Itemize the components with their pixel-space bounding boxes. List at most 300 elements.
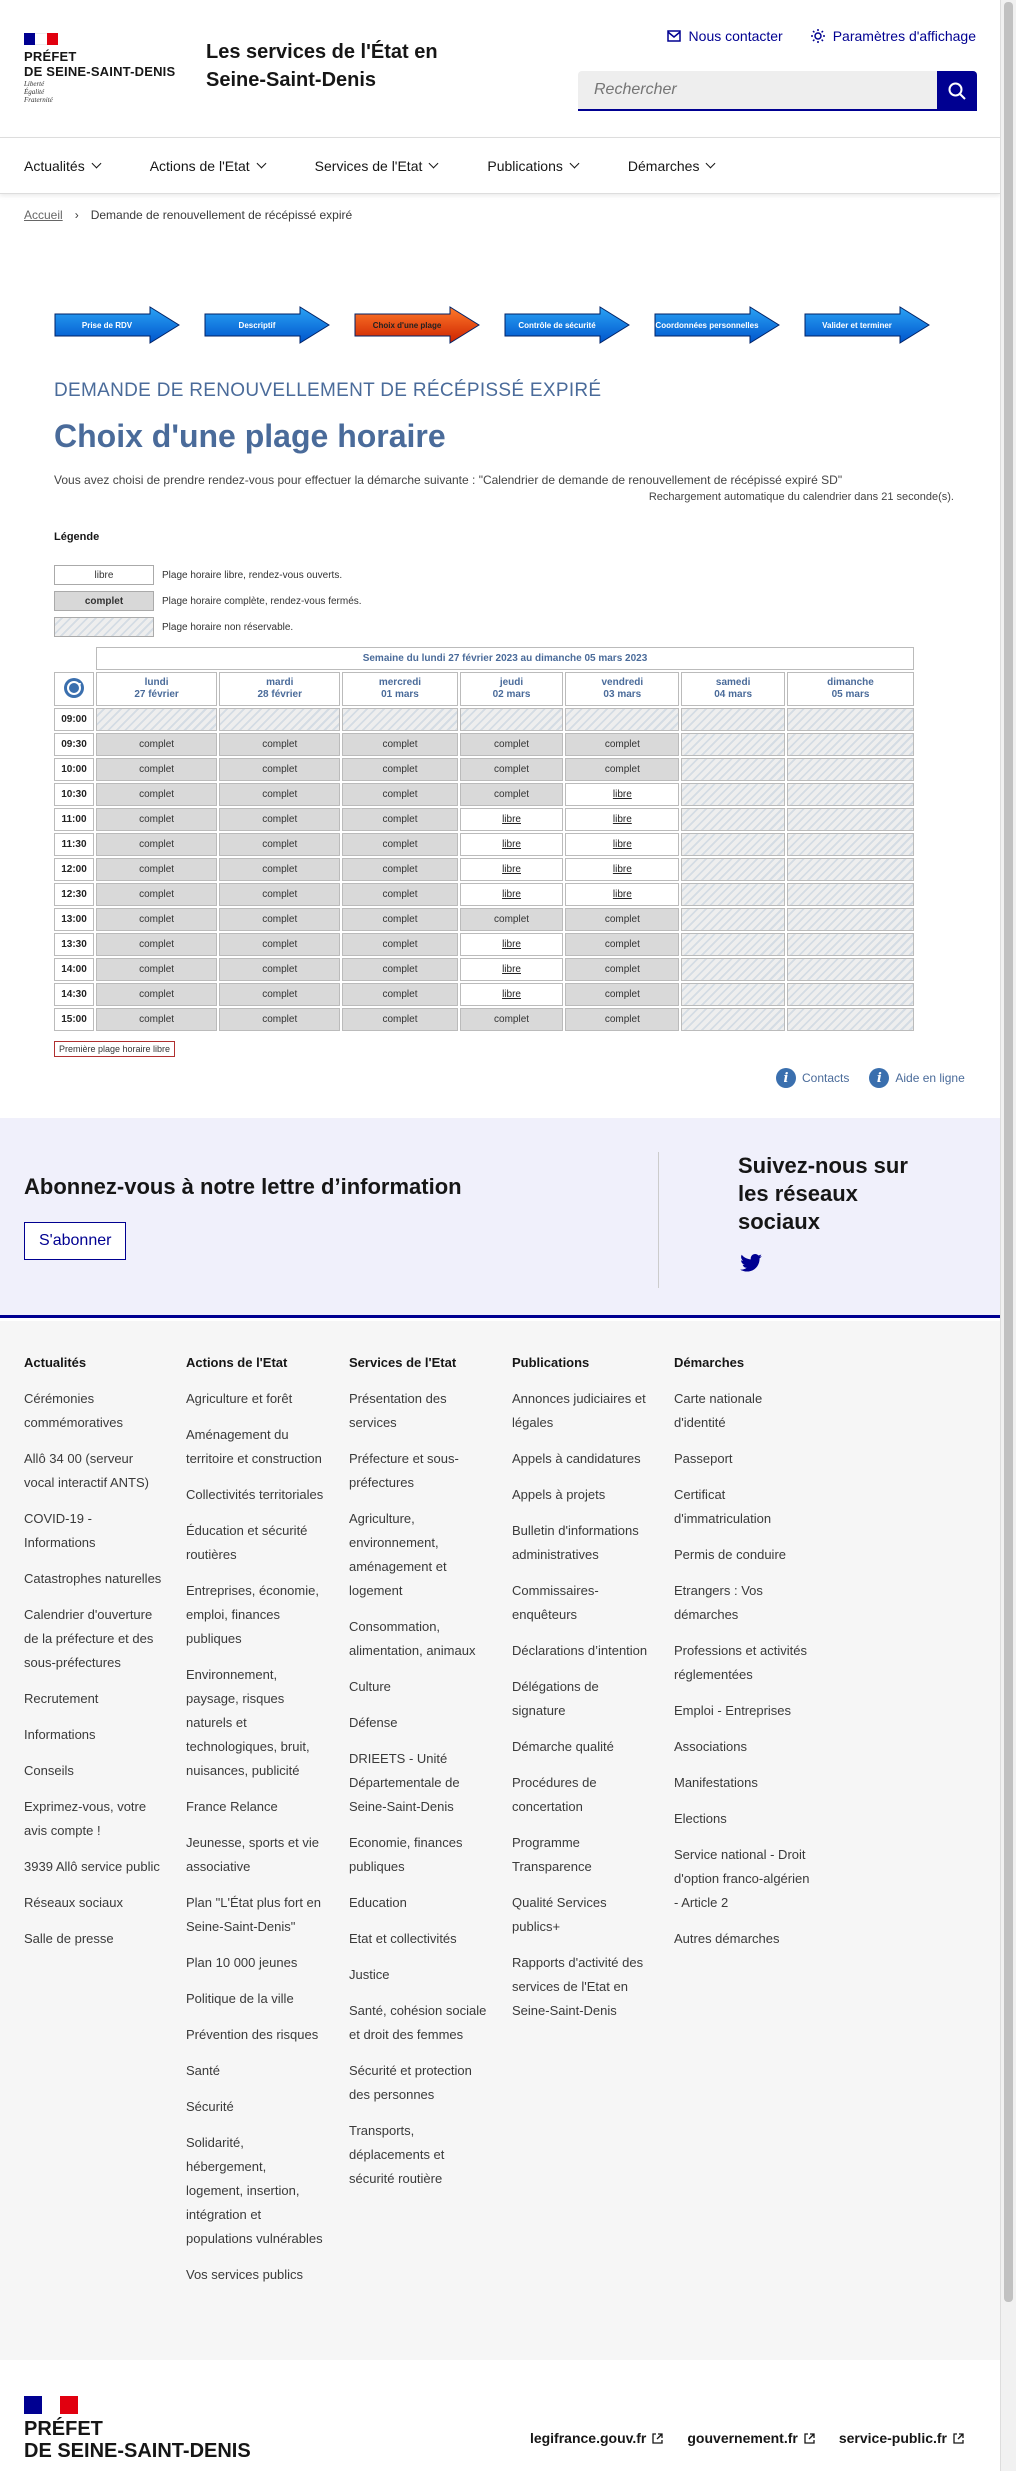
footer-link[interactable]: Passeport bbox=[674, 1451, 733, 1466]
legend-free bbox=[54, 565, 954, 585]
slot-free[interactable]: libre bbox=[460, 933, 564, 956]
footer-link[interactable]: Catastrophes naturelles bbox=[24, 1571, 162, 1586]
slot-unavailable bbox=[787, 808, 914, 831]
slot-unavailable bbox=[787, 1008, 914, 1031]
nav-actions-etat[interactable] bbox=[150, 138, 265, 193]
slot-full: complet bbox=[342, 808, 457, 831]
search-input[interactable] bbox=[578, 71, 937, 111]
footer-link[interactable]: Permis de conduire bbox=[674, 1547, 786, 1562]
footer-column-title: Démarches bbox=[674, 1355, 745, 1370]
nav-label: Démarches bbox=[627, 157, 700, 174]
chevron-down-icon bbox=[569, 159, 579, 169]
scrollbar-thumb[interactable] bbox=[1004, 2, 1013, 2302]
nav-label: Publications bbox=[487, 157, 563, 174]
footer-link[interactable]: Salle de presse bbox=[24, 1931, 114, 1946]
footer-link[interactable]: Qualité Services publics+ bbox=[512, 1895, 607, 1934]
slot-full: complet bbox=[96, 808, 217, 831]
divider bbox=[658, 1152, 659, 1288]
slot-full: complet bbox=[342, 758, 457, 781]
slot-full: complet bbox=[219, 833, 340, 856]
time-row bbox=[54, 933, 914, 956]
legend-na bbox=[54, 617, 954, 637]
nav-label: Services de l'Etat bbox=[314, 157, 423, 174]
slot-unavailable bbox=[460, 708, 564, 731]
footer-link[interactable]: Culture bbox=[349, 1679, 391, 1694]
time-row bbox=[54, 833, 914, 856]
footer-link[interactable]: Éducation et sécurité routières bbox=[186, 1523, 308, 1562]
time-label: 12:30 bbox=[54, 883, 94, 906]
footer-link[interactable]: Service national - Droit d'option franco-algérien - Article 2 bbox=[674, 1847, 810, 1910]
day-name: dimanche bbox=[827, 677, 874, 688]
slot-unavailable bbox=[681, 908, 785, 931]
footer-link-label: gouvernement.fr bbox=[687, 2430, 798, 2446]
time-label: 09:30 bbox=[54, 733, 94, 756]
nav-demarches[interactable] bbox=[628, 138, 715, 193]
search-icon bbox=[947, 81, 967, 101]
footer-link[interactable]: Plan "L'État plus fort en Seine-Saint-Denis" bbox=[186, 1895, 322, 1934]
week-label: Semaine du lundi 27 février 2023 au dimanche 05 mars 2023 bbox=[96, 647, 914, 670]
footer-link[interactable]: Présentation des services bbox=[349, 1391, 447, 1430]
footer-link[interactable]: Economie, finances publiques bbox=[349, 1835, 463, 1874]
info-icon: i bbox=[776, 1068, 796, 1088]
slot-full: complet bbox=[96, 758, 217, 781]
footer-link[interactable]: Cérémonies commémoratives bbox=[24, 1391, 123, 1430]
calendar-table bbox=[52, 645, 916, 1033]
footer-link[interactable]: Politique de la ville bbox=[186, 1991, 294, 2006]
time-row bbox=[54, 858, 914, 881]
nav-label: Actualités bbox=[24, 157, 85, 174]
slot-full: complet bbox=[219, 733, 340, 756]
day-date: 28 février bbox=[257, 689, 302, 700]
devise-liberte: Liberté bbox=[24, 80, 45, 88]
time-label: 15:00 bbox=[54, 1008, 94, 1031]
slot-unavailable bbox=[681, 858, 785, 881]
day-header bbox=[787, 672, 914, 706]
slot-free[interactable]: libre bbox=[460, 983, 564, 1006]
slot-full: complet bbox=[460, 908, 564, 931]
breadcrumb bbox=[24, 208, 352, 222]
slot-unavailable bbox=[787, 883, 914, 906]
legend-free-text: Plage horaire libre, rendez-vous ouverts. bbox=[162, 569, 343, 581]
slot-full: complet bbox=[565, 758, 679, 781]
logo-line1: PRÉFET bbox=[24, 49, 77, 64]
footer-link[interactable]: Aménagement du territoire et construction bbox=[186, 1427, 322, 1466]
footer-link[interactable]: Plan 10 000 jeunes bbox=[186, 1955, 298, 1970]
footer-link[interactable]: Agriculture, environnement, aménagement et logement bbox=[349, 1511, 447, 1598]
day-date: 27 février bbox=[134, 689, 179, 700]
reload-notice bbox=[54, 491, 954, 503]
slot-full: complet bbox=[96, 858, 217, 881]
legend-full-box: complet bbox=[54, 591, 154, 611]
sun-icon bbox=[811, 29, 825, 43]
legend-title: Légende bbox=[54, 531, 100, 543]
marianne-flag-icon bbox=[24, 33, 58, 45]
step-label: Descriptif bbox=[238, 320, 276, 330]
search-button[interactable] bbox=[937, 71, 977, 111]
social-title: Suivez-nous sur les réseaux sociaux bbox=[738, 1153, 908, 1234]
day-date: 04 mars bbox=[714, 689, 753, 700]
footer-column-title: Publications bbox=[512, 1355, 590, 1370]
footer-link[interactable]: Environnement, paysage, risques naturels et technologiques, bruit, nuisances, publicité bbox=[186, 1667, 310, 1778]
slot-full: complet bbox=[96, 933, 217, 956]
slot-full: complet bbox=[460, 733, 564, 756]
footer-link[interactable]: Solidarité, hébergement, logement, insertion, intégration et populations vulnérables bbox=[186, 2135, 323, 2246]
slot-unavailable bbox=[787, 833, 914, 856]
footer-link[interactable]: Démarche qualité bbox=[512, 1739, 614, 1754]
footer-link[interactable]: Elections bbox=[674, 1811, 727, 1826]
slot-free[interactable]: libre bbox=[565, 833, 679, 856]
footer-link-legifrance[interactable] bbox=[530, 2430, 663, 2446]
slot-free[interactable]: libre bbox=[460, 958, 564, 981]
first-free-slot-button[interactable]: Première plage horaire libre bbox=[54, 1041, 175, 1057]
slot-full: complet bbox=[565, 983, 679, 1006]
footer-link[interactable]: Appels à candidatures bbox=[512, 1451, 641, 1466]
scrollbar[interactable] bbox=[1000, 0, 1016, 2471]
footer-link[interactable]: Sécurité bbox=[186, 2099, 234, 2114]
help-label: Aide en ligne bbox=[895, 1071, 965, 1085]
slot-unavailable bbox=[787, 958, 914, 981]
slot-free[interactable]: libre bbox=[565, 783, 679, 806]
slot-full: complet bbox=[342, 1008, 457, 1031]
footer-column bbox=[24, 1351, 164, 1963]
slot-unavailable bbox=[681, 783, 785, 806]
slot-full: complet bbox=[565, 933, 679, 956]
footer-link[interactable]: Education bbox=[349, 1895, 407, 1910]
booking-title: Choix d'une plage horaire bbox=[54, 418, 446, 454]
newsletter-title: Abonnez-vous à notre lettre d’information bbox=[24, 1174, 462, 1199]
slot-unavailable bbox=[787, 858, 914, 881]
footer-link[interactable]: Emploi - Entreprises bbox=[674, 1703, 792, 1718]
footer-link[interactable]: Annonces judiciaires et légales bbox=[512, 1391, 646, 1430]
footer-link[interactable]: Calendrier d'ouverture de la préfecture et des sous-préfectures bbox=[24, 1607, 154, 1670]
footer-link[interactable]: Préfecture et sous-préfectures bbox=[349, 1451, 459, 1490]
slot-unavailable bbox=[787, 708, 914, 731]
footer-link[interactable]: Programme Transparence bbox=[512, 1835, 592, 1874]
slot-full: complet bbox=[219, 758, 340, 781]
reload-seconds: 21 bbox=[881, 491, 894, 503]
help-link[interactable] bbox=[869, 1068, 964, 1088]
day-header bbox=[460, 672, 564, 706]
breadcrumb-current: Demande de renouvellement de récépissé expiré bbox=[90, 208, 353, 222]
day-header bbox=[342, 672, 457, 706]
footer-link[interactable]: Commissaires-enquêteurs bbox=[512, 1583, 599, 1622]
slot-unavailable bbox=[565, 708, 679, 731]
nav-publications[interactable] bbox=[487, 138, 578, 193]
contact-link[interactable] bbox=[667, 28, 783, 44]
devise bbox=[24, 80, 53, 104]
footer-link[interactable]: Appels à projets bbox=[512, 1487, 606, 1502]
footer-link[interactable]: Réseaux sociaux bbox=[24, 1895, 123, 1910]
devise-egalite: Égalité bbox=[24, 88, 45, 96]
slot-full: complet bbox=[96, 983, 217, 1006]
slot-full: complet bbox=[219, 783, 340, 806]
step-1 bbox=[54, 306, 180, 344]
header-tools bbox=[667, 28, 976, 44]
legend-full-text: Plage horaire complète, rendez-vous fermés. bbox=[162, 595, 362, 607]
footer-column bbox=[512, 1351, 652, 2035]
footer-link[interactable]: Professions et activités réglementées bbox=[674, 1643, 807, 1682]
slot-full: complet bbox=[219, 908, 340, 931]
external-link-icon bbox=[953, 2433, 964, 2444]
slot-unavailable bbox=[681, 883, 785, 906]
slot-unavailable bbox=[787, 733, 914, 756]
chevron-down-icon bbox=[429, 159, 439, 169]
day-header bbox=[96, 672, 217, 706]
mail-icon bbox=[667, 30, 681, 42]
slot-free[interactable]: libre bbox=[460, 883, 564, 906]
day-date: 03 mars bbox=[603, 689, 642, 700]
footer-column-list bbox=[512, 1387, 652, 2023]
day-name: jeudi bbox=[499, 677, 524, 688]
slot-free[interactable]: libre bbox=[565, 858, 679, 881]
time-label: 13:00 bbox=[54, 908, 94, 931]
slot-full: complet bbox=[96, 1008, 217, 1031]
logo-line2: DE SEINE-SAINT-DENIS bbox=[24, 64, 176, 79]
footer-link[interactable]: France Relance bbox=[186, 1799, 278, 1814]
time-row bbox=[54, 708, 914, 731]
prefet-logo[interactable] bbox=[24, 49, 175, 79]
contacts-link[interactable] bbox=[776, 1068, 849, 1088]
footer-link[interactable]: Etrangers : Vos démarches bbox=[674, 1583, 763, 1622]
slot-unavailable bbox=[681, 933, 785, 956]
footer-bottom bbox=[0, 2360, 1000, 2471]
step-4 bbox=[504, 306, 630, 344]
slot-full: complet bbox=[565, 958, 679, 981]
day-date: 02 mars bbox=[492, 689, 531, 700]
time-row bbox=[54, 958, 914, 981]
footer-link[interactable]: Jeunesse, sports et vie associative bbox=[186, 1835, 319, 1874]
footer-link[interactable]: Collectivités territoriales bbox=[186, 1487, 324, 1502]
legend-full bbox=[54, 591, 954, 611]
footer-column-title: Actions de l'Etat bbox=[186, 1355, 288, 1370]
day-header bbox=[681, 672, 785, 706]
footer-column bbox=[186, 1351, 326, 2299]
external-link-icon bbox=[804, 2433, 815, 2444]
footer-link[interactable]: Délégations de signature bbox=[512, 1679, 599, 1718]
time-row bbox=[54, 908, 914, 931]
footer-logo[interactable] bbox=[24, 2418, 251, 2462]
slot-full: complet bbox=[219, 958, 340, 981]
day-name: mardi bbox=[266, 677, 294, 688]
twitter-icon[interactable] bbox=[740, 1254, 762, 1277]
footer-link-gouvernement[interactable] bbox=[687, 2430, 814, 2446]
slot-full: complet bbox=[219, 983, 340, 1006]
legend-free-box: libre bbox=[54, 565, 154, 585]
footer-link[interactable]: Santé bbox=[186, 2063, 220, 2078]
time-label: 12:00 bbox=[54, 858, 94, 881]
footer-external-links bbox=[530, 2430, 964, 2446]
footer-link[interactable]: Certificat d'immatriculation bbox=[674, 1487, 772, 1526]
footer-link[interactable]: Bulletin d'informations administratives bbox=[512, 1523, 639, 1562]
legend-na-box bbox=[54, 617, 154, 637]
slot-unavailable bbox=[681, 758, 785, 781]
slot-full: complet bbox=[219, 858, 340, 881]
time-label: 13:30 bbox=[54, 933, 94, 956]
slot-full: complet bbox=[342, 958, 457, 981]
time-row bbox=[54, 758, 914, 781]
contact-label: Nous contacter bbox=[688, 28, 783, 44]
slot-full: complet bbox=[342, 833, 457, 856]
footer-link[interactable]: Allô 34 00 (serveur vocal interactif ANTS) bbox=[24, 1451, 149, 1490]
slot-unavailable bbox=[787, 933, 914, 956]
footer-link[interactable]: Etat et collectivités bbox=[349, 1931, 457, 1946]
footer-link[interactable]: COVID-19 - Informations bbox=[24, 1511, 96, 1550]
week-spacer bbox=[54, 647, 94, 670]
slot-unavailable bbox=[219, 708, 340, 731]
footer-column-title: Services de l'Etat bbox=[349, 1355, 457, 1370]
slot-unavailable bbox=[787, 983, 914, 1006]
footer-link-service-public[interactable] bbox=[839, 2430, 964, 2446]
help-links bbox=[776, 1068, 965, 1088]
display-settings-link[interactable] bbox=[811, 28, 976, 44]
footer-link[interactable]: Recrutement bbox=[24, 1691, 99, 1706]
day-name: samedi bbox=[715, 677, 751, 688]
footer-link[interactable]: Conseils bbox=[24, 1763, 74, 1778]
slot-unavailable bbox=[342, 708, 457, 731]
footer-link[interactable]: Santé, cohésion sociale et droit des femmes bbox=[349, 2003, 487, 2042]
time-label: 14:30 bbox=[54, 983, 94, 1006]
time-label: 09:00 bbox=[54, 708, 94, 731]
slot-unavailable bbox=[96, 708, 217, 731]
footer-link[interactable]: Défense bbox=[349, 1715, 398, 1730]
footer-link[interactable]: Informations bbox=[24, 1727, 96, 1742]
search-bar bbox=[578, 71, 977, 111]
slot-free[interactable]: libre bbox=[460, 808, 564, 831]
chevron-right-icon: › bbox=[74, 208, 79, 222]
footer-column-title: Actualités bbox=[24, 1355, 87, 1370]
legend-na-text: Plage horaire non réservable. bbox=[162, 621, 294, 633]
footer-link[interactable]: Entreprises, économie, emploi, finances publiques bbox=[186, 1583, 319, 1646]
booking-intro: Vous avez choisi de prendre rendez-vous pour effectuer la démarche suivante : "Calendrier de demande de renouvellement de récépissé expiré SD" bbox=[54, 473, 843, 487]
footer-link[interactable]: Transports, déplacements et sécurité routière bbox=[349, 2123, 445, 2186]
step-3 bbox=[354, 306, 480, 344]
slot-full: complet bbox=[342, 858, 457, 881]
nav-actualites[interactable] bbox=[24, 138, 100, 193]
time-row bbox=[54, 783, 914, 806]
slot-unavailable bbox=[681, 833, 785, 856]
time-label: 11:30 bbox=[54, 833, 94, 856]
slot-full: complet bbox=[96, 833, 217, 856]
slot-full: complet bbox=[96, 733, 217, 756]
slot-full: complet bbox=[96, 783, 217, 806]
footer-link[interactable]: Justice bbox=[349, 1967, 390, 1982]
time-label: 11:00 bbox=[54, 808, 94, 831]
slot-unavailable bbox=[681, 733, 785, 756]
marianne-flag-icon bbox=[24, 2396, 78, 2414]
day-name: lundi bbox=[144, 677, 169, 688]
slot-free[interactable]: libre bbox=[565, 883, 679, 906]
nav-services-etat[interactable] bbox=[315, 138, 438, 193]
time-label: 10:00 bbox=[54, 758, 94, 781]
footer-link[interactable]: Carte nationale d'identité bbox=[674, 1391, 763, 1430]
service-title[interactable]: Les services de l'État en Seine-Saint-Denis bbox=[206, 41, 438, 91]
slot-free[interactable]: libre bbox=[460, 858, 564, 881]
reload-prefix: Rechargement automatique du calendrier dans bbox=[648, 491, 879, 503]
day-date: 05 mars bbox=[831, 689, 870, 700]
footer-link[interactable]: Agriculture et forêt bbox=[186, 1391, 293, 1406]
footer-link[interactable]: Rapports d'activité des services de l'Etat en Seine-Saint-Denis bbox=[512, 1955, 644, 2018]
slot-full: complet bbox=[219, 883, 340, 906]
footer-column-list bbox=[349, 1387, 489, 2191]
slot-free[interactable]: libre bbox=[460, 833, 564, 856]
footer-column bbox=[674, 1351, 814, 1963]
slot-full: complet bbox=[96, 883, 217, 906]
site-header bbox=[0, 0, 1000, 138]
footer-link[interactable]: Vos services publics bbox=[186, 2267, 304, 2282]
chevron-down-icon bbox=[91, 159, 101, 169]
slot-free[interactable]: libre bbox=[565, 808, 679, 831]
slot-full: complet bbox=[219, 808, 340, 831]
slot-full: complet bbox=[565, 1008, 679, 1031]
step-label: Choix d'une plage bbox=[372, 320, 442, 330]
footer-column-list bbox=[674, 1387, 814, 1951]
footer-column bbox=[349, 1351, 489, 2203]
time-row bbox=[54, 808, 914, 831]
slot-full: complet bbox=[342, 983, 457, 1006]
time-row bbox=[54, 983, 914, 1006]
slot-full: complet bbox=[219, 1008, 340, 1031]
footer-column-list bbox=[24, 1387, 164, 1951]
newsletter-section bbox=[0, 1118, 1000, 1318]
refresh-button[interactable] bbox=[54, 672, 94, 706]
slot-full: complet bbox=[460, 758, 564, 781]
footer-link[interactable]: Associations bbox=[674, 1739, 747, 1754]
slot-full: complet bbox=[342, 883, 457, 906]
step-label: Contrôle de sécurité bbox=[518, 320, 596, 330]
day-name: vendredi bbox=[601, 677, 644, 688]
slot-unavailable bbox=[681, 983, 785, 1006]
step-5 bbox=[654, 306, 780, 344]
footer-logo-line1: PRÉFET bbox=[24, 2418, 103, 2440]
footer-link[interactable]: Prévention des risques bbox=[186, 2027, 319, 2042]
chevron-down-icon bbox=[706, 159, 716, 169]
footer-link[interactable]: DRIEETS - Unité Départementale de Seine-Saint-Denis bbox=[349, 1751, 460, 1814]
footer-link-label: legifrance.gouv.fr bbox=[529, 2430, 647, 2446]
breadcrumb-home[interactable]: Accueil bbox=[24, 208, 63, 222]
slot-full: complet bbox=[565, 733, 679, 756]
footer-link[interactable]: Déclarations d’intention bbox=[512, 1643, 648, 1658]
footer-link[interactable]: Consommation, alimentation, animaux bbox=[349, 1619, 476, 1658]
footer-link[interactable]: 3939 Allô service public bbox=[24, 1859, 160, 1874]
step-label: Valider et terminer bbox=[822, 320, 892, 330]
steps-bar bbox=[54, 306, 930, 344]
time-label: 10:30 bbox=[54, 783, 94, 806]
footer-link[interactable]: Sécurité et protection des personnes bbox=[349, 2063, 472, 2102]
subscribe-button[interactable]: S'abonner bbox=[24, 1222, 126, 1260]
slot-full: complet bbox=[96, 908, 217, 931]
slot-unavailable bbox=[787, 783, 914, 806]
external-link-icon bbox=[652, 2433, 663, 2444]
slot-full: complet bbox=[460, 783, 564, 806]
time-row bbox=[54, 1008, 914, 1031]
step-label: Coordonnées personnelles bbox=[655, 320, 759, 330]
time-row bbox=[54, 733, 914, 756]
footer-link-label: service-public.fr bbox=[838, 2430, 947, 2446]
time-label: 14:00 bbox=[54, 958, 94, 981]
footer-link[interactable]: Exprimez-vous, votre avis compte ! bbox=[24, 1799, 147, 1838]
footer-link[interactable]: Manifestations bbox=[674, 1775, 758, 1790]
slot-unavailable bbox=[681, 808, 785, 831]
footer-link[interactable]: Autres démarches bbox=[674, 1931, 780, 1946]
day-header bbox=[565, 672, 679, 706]
main-nav bbox=[0, 138, 1000, 194]
slot-unavailable bbox=[787, 758, 914, 781]
footer-link[interactable]: Procédures de concertation bbox=[512, 1775, 597, 1814]
slot-unavailable bbox=[787, 908, 914, 931]
slot-full: complet bbox=[565, 908, 679, 931]
days-row bbox=[54, 672, 914, 706]
day-name: mercredi bbox=[378, 677, 422, 688]
